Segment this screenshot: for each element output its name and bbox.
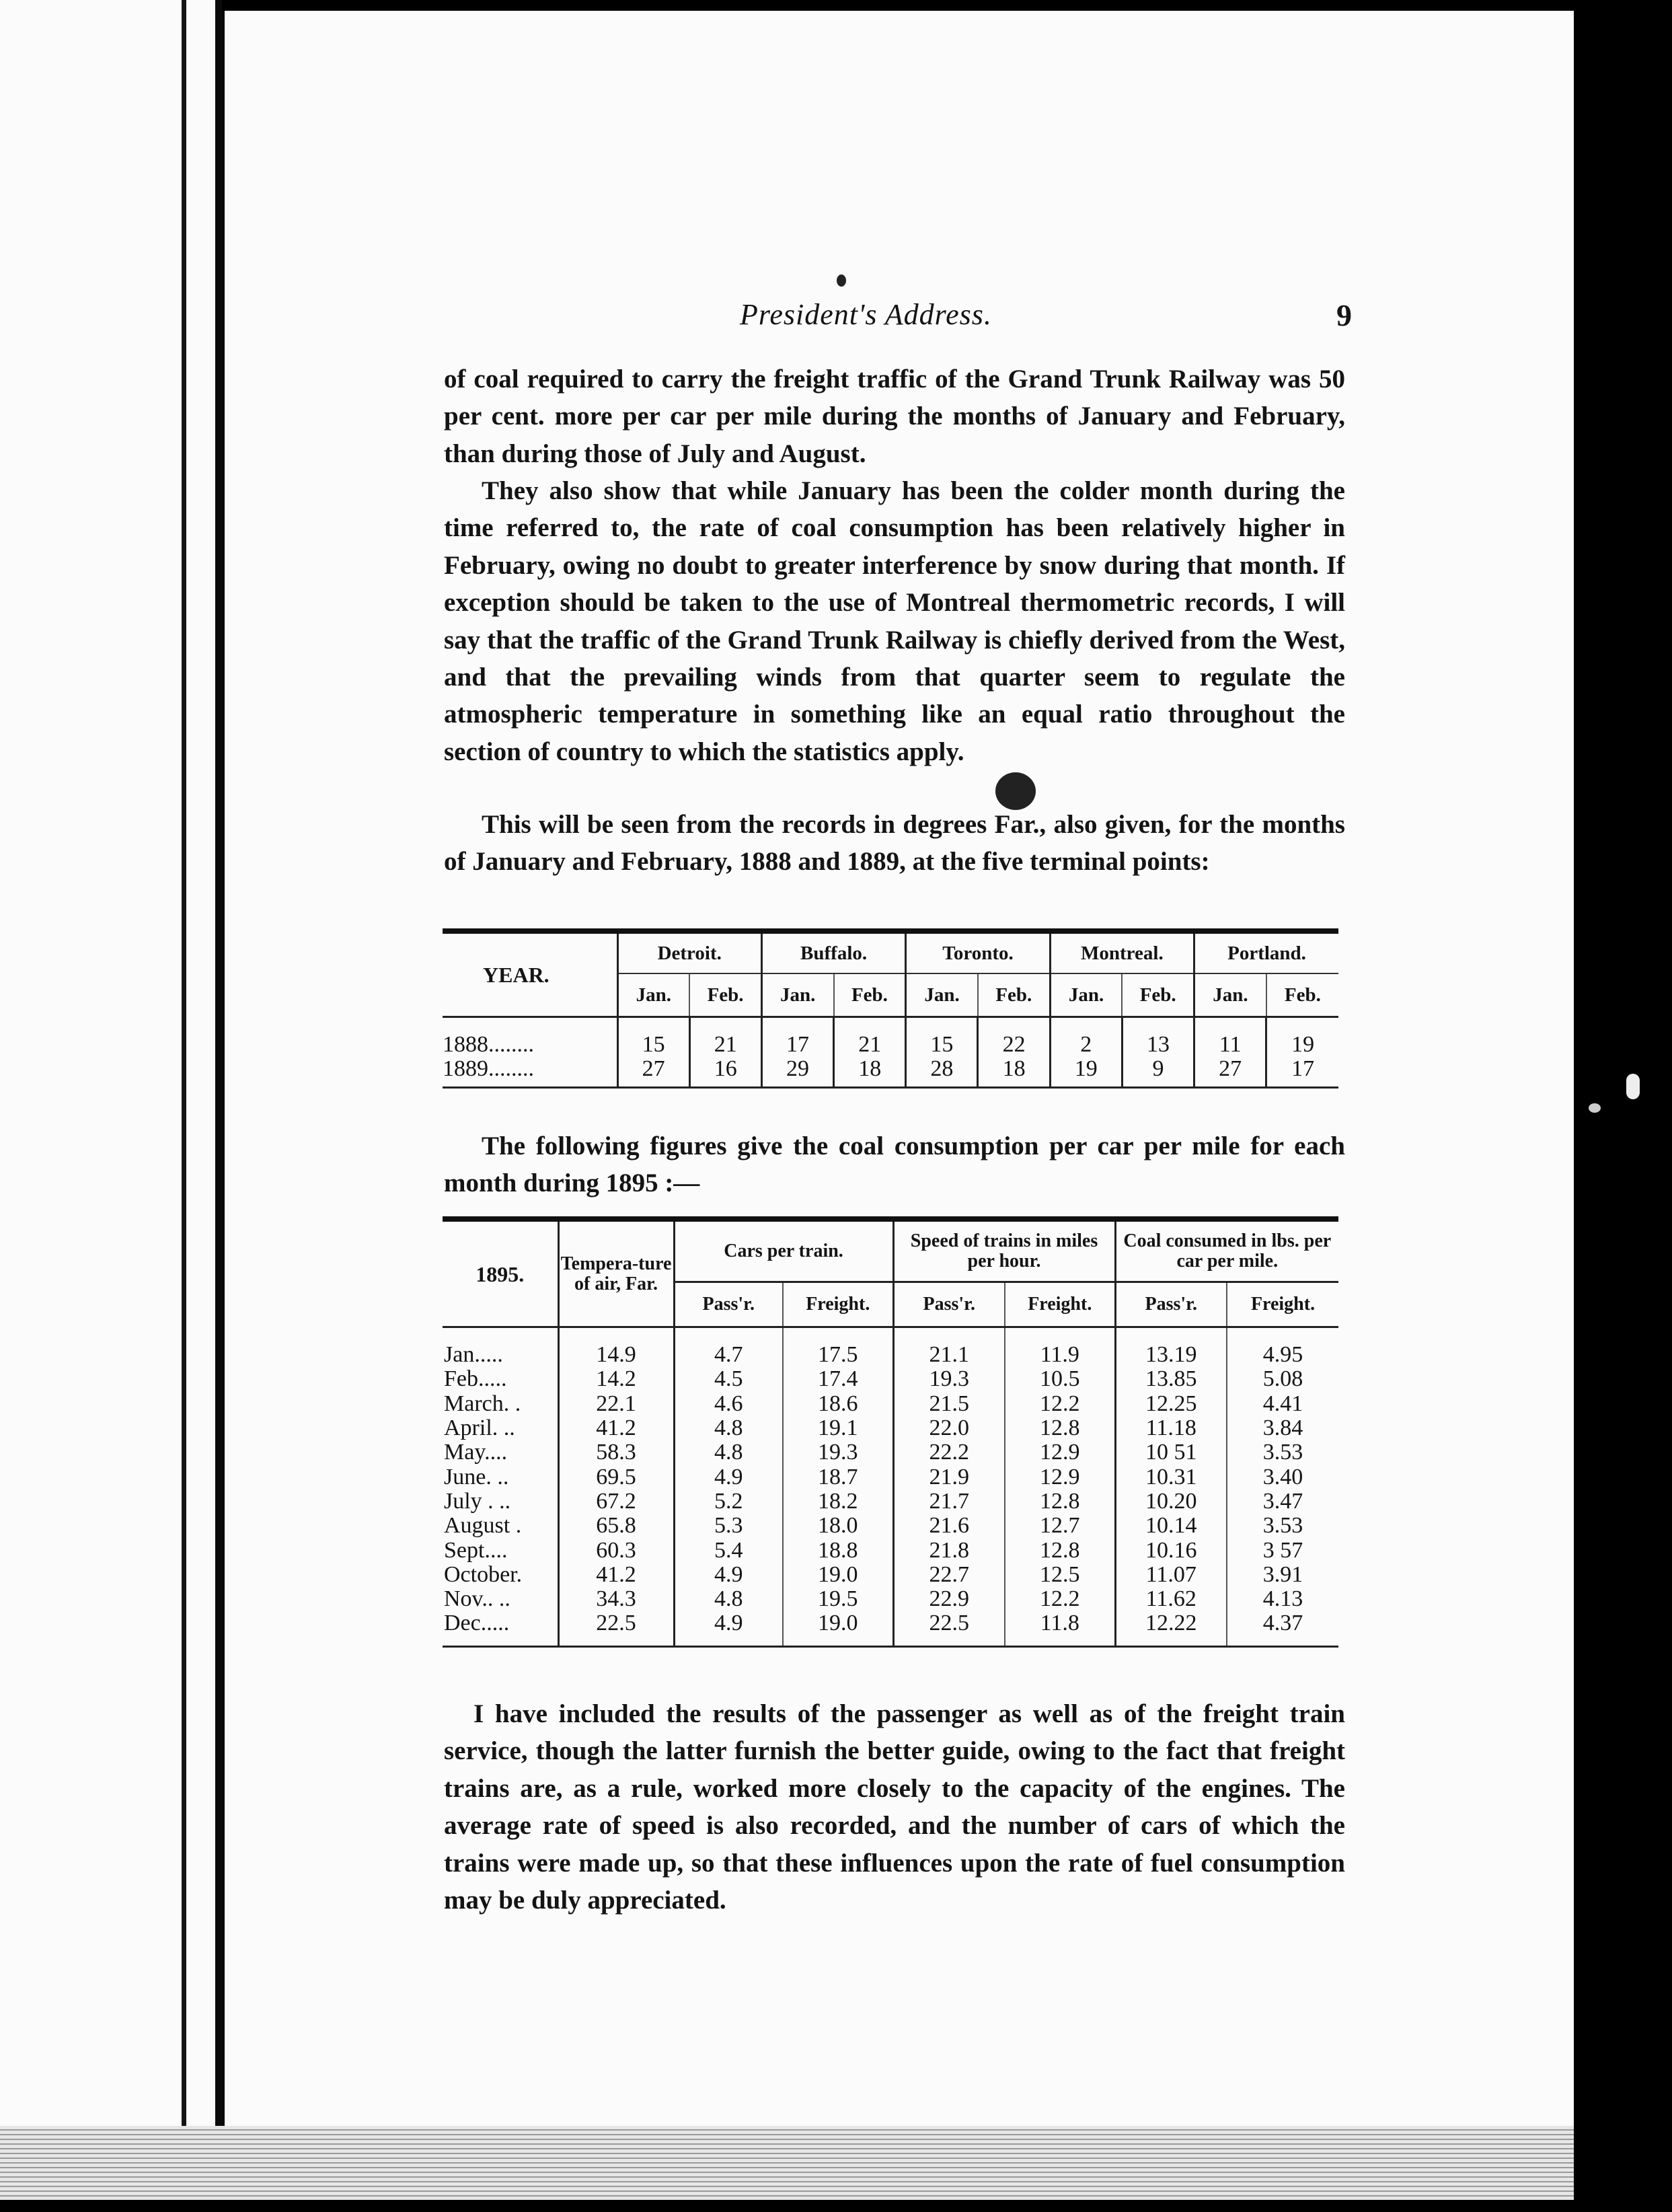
table-row [443, 1327, 1338, 1368]
table-cell: 4.8 [674, 1416, 783, 1440]
table-cell: 19.3 [783, 1440, 893, 1465]
table-cell: 12.9 [1005, 1440, 1115, 1465]
table-cell: 10.14 [1115, 1514, 1227, 1538]
paragraph: This will be seen from the records in degrees Far., also given, for the months of January and February, 1888 and 1889, at the five terminal points: [444, 810, 1345, 877]
table-cell: 11.07 [1115, 1563, 1227, 1587]
table-cell: 22 [978, 1017, 1050, 1058]
row-label: 1888........ [443, 1032, 534, 1057]
table-cell: 12.22 [1115, 1611, 1227, 1646]
row-label: July . .. [444, 1488, 511, 1514]
table-cell: 65.8 [558, 1514, 674, 1538]
table-cell: 3 57 [1227, 1538, 1338, 1562]
table-cell: 41.2 [558, 1563, 674, 1587]
table-cell: 10.31 [1115, 1465, 1227, 1489]
coal-consumption-table [443, 1216, 1338, 1648]
table-cell: 21 [834, 1017, 906, 1058]
table-cell: 15 [617, 1017, 689, 1058]
table-cell: 69.5 [558, 1465, 674, 1489]
row-label: Nov.. .. [444, 1586, 510, 1612]
month-header: Jan. [1194, 973, 1266, 1017]
table-cell: 4.13 [1227, 1587, 1338, 1611]
table-cell: 4.9 [674, 1563, 783, 1587]
table-cell: 3.84 [1227, 1416, 1338, 1440]
table-cell: 18 [834, 1057, 906, 1088]
table-cell: 12.2 [1005, 1587, 1115, 1611]
table-cell: 22.0 [893, 1416, 1005, 1440]
table-cell: 11.62 [1115, 1587, 1227, 1611]
month-header: Feb. [978, 973, 1050, 1017]
city-header: Montreal. [1050, 931, 1194, 973]
row-label: Jan..... [444, 1342, 503, 1368]
table-cell: 4.95 [1227, 1327, 1338, 1368]
table-cell: 17.5 [783, 1327, 893, 1368]
row-label: Sept.... [444, 1537, 508, 1563]
city-header: Portland. [1194, 931, 1338, 973]
table-cell: 12.2 [1005, 1392, 1115, 1416]
table-cell: 4.9 [674, 1465, 783, 1489]
table-cell: 2 [1050, 1017, 1122, 1058]
table-cell: 18 [978, 1057, 1050, 1088]
table-row [443, 1367, 1338, 1391]
table-cell: 27 [617, 1057, 689, 1088]
paragraph: The following figures give the coal consumption per car per mile for each month during 1895 :— [444, 1132, 1345, 1198]
table-row [443, 1587, 1338, 1611]
table-cell: 21 [689, 1017, 761, 1058]
running-title: President's Address. [740, 298, 992, 331]
table-cell: 21.1 [893, 1327, 1005, 1368]
table-cell: 60.3 [558, 1538, 674, 1562]
table-cell: 18.6 [783, 1392, 893, 1416]
table-cell: 19 [1050, 1057, 1122, 1088]
temperature-table [443, 928, 1338, 1089]
table-row [443, 1440, 1338, 1465]
table-cell: 19.3 [893, 1367, 1005, 1391]
table-cell: 67.2 [558, 1489, 674, 1514]
city-header: Toronto. [906, 931, 1050, 973]
table-cell: 18.0 [783, 1514, 893, 1538]
table-cell: 4.6 [674, 1392, 783, 1416]
table-cell: 9 [1122, 1057, 1194, 1088]
table-cell: 4.7 [674, 1327, 783, 1368]
table-cell: 17.4 [783, 1367, 893, 1391]
table-cell: 28 [906, 1057, 978, 1088]
table-cell: 4.5 [674, 1367, 783, 1391]
paragraph: I have included the results of the passenger as well as of the freight train service, though the latter furnish the better guide, owing to the fact that freight trains are, as a rule, worked more closely to the capacity of the engines. The average rate of speed is also recorded, and the number of cars of which the trains were made up, so that these influences upon the rate of fuel consumption may be duly appreciated. [444, 1699, 1345, 1915]
month-header: Feb. [689, 973, 761, 1017]
group-header-coal: Coal consumed in lbs. per car per mile. [1115, 1219, 1338, 1282]
table-cell: 22.9 [893, 1587, 1005, 1611]
row-label: April. .. [444, 1415, 515, 1441]
table-cell: 58.3 [558, 1440, 674, 1465]
table-cell: 16 [689, 1057, 761, 1088]
month-header: Jan. [761, 973, 833, 1017]
group-header-cars: Cars per train. [674, 1219, 893, 1282]
table-cell: 18.8 [783, 1538, 893, 1562]
row-label: August . [444, 1513, 522, 1539]
column-header-temperature: Tempera-ture of air, Far. [558, 1219, 674, 1327]
table-cell: 12.8 [1005, 1538, 1115, 1562]
table-cell: 4.9 [674, 1611, 783, 1646]
ink-speck [1626, 1074, 1640, 1099]
table-cell: 15 [906, 1017, 978, 1058]
table-cell: 14.2 [558, 1367, 674, 1391]
table-cell: 22.7 [893, 1563, 1005, 1587]
table-cell: 11.8 [1005, 1611, 1115, 1646]
row-label: Dec..... [443, 1611, 558, 1646]
table-cell: 29 [761, 1057, 833, 1088]
table-cell: 5.4 [674, 1538, 783, 1562]
table-row [443, 1514, 1338, 1538]
table-cell: 41.2 [558, 1416, 674, 1440]
table-cell: 4.37 [1227, 1611, 1338, 1646]
sub-header-passenger: Pass'r. [1115, 1282, 1227, 1327]
table-cell: 12.8 [1005, 1489, 1115, 1514]
column-header-year: 1895. [443, 1219, 558, 1327]
table-cell: 4.41 [1227, 1392, 1338, 1416]
table-cell: 4.8 [674, 1440, 783, 1465]
table-cell: 21.8 [893, 1538, 1005, 1562]
table-cell: 3.53 [1227, 1440, 1338, 1465]
table-cell: 13.85 [1115, 1367, 1227, 1391]
table-cell: 11 [1194, 1017, 1266, 1058]
table-row [443, 1057, 1338, 1088]
table-row [443, 1465, 1338, 1489]
month-header: Feb. [834, 973, 906, 1017]
row-label: 1889........ [443, 1057, 617, 1088]
month-header: Feb. [1122, 973, 1194, 1017]
table-cell: 19.0 [783, 1611, 893, 1646]
table-cell: 19 [1266, 1017, 1338, 1058]
table-cell: 17 [761, 1017, 833, 1058]
table-cell: 12.25 [1115, 1392, 1227, 1416]
table-cell: 11.18 [1115, 1416, 1227, 1440]
table-cell: 21.5 [893, 1392, 1005, 1416]
table-row [443, 1538, 1338, 1562]
sub-header-passenger: Pass'r. [893, 1282, 1005, 1327]
table-row [443, 1489, 1338, 1514]
table-row [443, 1563, 1338, 1587]
ink-speck [1589, 1103, 1601, 1113]
row-label: Feb..... [444, 1366, 507, 1392]
column-header-year: YEAR. [443, 931, 617, 1017]
table-cell: 19.1 [783, 1416, 893, 1440]
table-cell: 17 [1266, 1057, 1338, 1088]
table-cell: 12.8 [1005, 1416, 1115, 1440]
table-cell: 5.08 [1227, 1367, 1338, 1391]
paragraph: of coal required to carry the freight traffic of the Grand Trunk Railway was 50 per cent. more per car per mile during the months of January and February, than during those of July and August. [444, 365, 1345, 468]
table-cell: 22.5 [558, 1611, 674, 1646]
sub-header-freight: Freight. [783, 1282, 893, 1327]
sub-header-passenger: Pass'r. [674, 1282, 783, 1327]
table-cell: 3.40 [1227, 1465, 1338, 1489]
city-header: Detroit. [617, 931, 761, 973]
table-row [443, 1611, 1338, 1646]
table-cell: 5.3 [674, 1514, 783, 1538]
table-cell: 18.2 [783, 1489, 893, 1514]
table-cell: 21.6 [893, 1514, 1005, 1538]
table-cell: 11.9 [1005, 1327, 1115, 1368]
group-header-speed: Speed of trains in miles per hour. [893, 1219, 1115, 1282]
month-header: Jan. [906, 973, 978, 1017]
table-cell: 18.7 [783, 1465, 893, 1489]
scan-bottom-lines [0, 2126, 1574, 2212]
table-cell: 14.9 [558, 1327, 674, 1368]
row-label: May.... [444, 1440, 508, 1465]
row-label: October. [444, 1561, 523, 1587]
sub-header-freight: Freight. [1005, 1282, 1115, 1327]
row-label: March. . [444, 1391, 521, 1416]
table-cell: 21.9 [893, 1465, 1005, 1489]
table-cell: 22.1 [558, 1392, 674, 1416]
table-cell: 12.9 [1005, 1465, 1115, 1489]
table-cell: 12.7 [1005, 1514, 1115, 1538]
table-cell: 10.16 [1115, 1538, 1227, 1562]
table-cell: 13 [1122, 1017, 1194, 1058]
table-cell: 19.0 [783, 1563, 893, 1587]
table-cell: 22.2 [893, 1440, 1005, 1465]
table-cell: 22.5 [893, 1611, 1005, 1646]
table-cell: 27 [1194, 1057, 1266, 1088]
table-cell: 13.19 [1115, 1327, 1227, 1368]
month-header: Jan. [617, 973, 689, 1017]
table-cell: 10 51 [1115, 1440, 1227, 1465]
table-cell: 19.5 [783, 1587, 893, 1611]
table-row [443, 1392, 1338, 1416]
table-cell: 12.5 [1005, 1563, 1115, 1587]
month-header: Feb. [1266, 973, 1338, 1017]
row-label: June. .. [444, 1464, 509, 1489]
table-cell: 4.8 [674, 1587, 783, 1611]
page-number: 9 [1336, 298, 1352, 332]
table-cell: 3.47 [1227, 1489, 1338, 1514]
month-header: Jan. [1050, 973, 1122, 1017]
city-header: Buffalo. [761, 931, 905, 973]
paragraph: They also show that while January has been the colder month during the time referred to, the rate of coal consumption has been relatively higher in February, owing no doubt to greater interference by snow during that month. If exception should be taken to the use of Montreal thermometric records, I will say that the traffic of the Grand Trunk Railway is chiefly derived from the West, and that the prevailing winds from that quarter seem to regulate the atmospheric temperature in something like an equal ratio throughout the section of country to which the statistics apply. [444, 476, 1345, 766]
table-cell: 21.7 [893, 1489, 1005, 1514]
running-head [444, 297, 1359, 338]
table-cell: 3.91 [1227, 1563, 1338, 1587]
table-row [443, 1017, 1338, 1058]
table-cell: 10.5 [1005, 1367, 1115, 1391]
table-cell: 5.2 [674, 1489, 783, 1514]
scan-border-bottom [0, 2200, 1574, 2212]
table-row [443, 1416, 1338, 1440]
table-cell: 10.20 [1115, 1489, 1227, 1514]
sub-header-freight: Freight. [1227, 1282, 1338, 1327]
table-cell: 34.3 [558, 1587, 674, 1611]
table-cell: 3.53 [1227, 1514, 1338, 1538]
